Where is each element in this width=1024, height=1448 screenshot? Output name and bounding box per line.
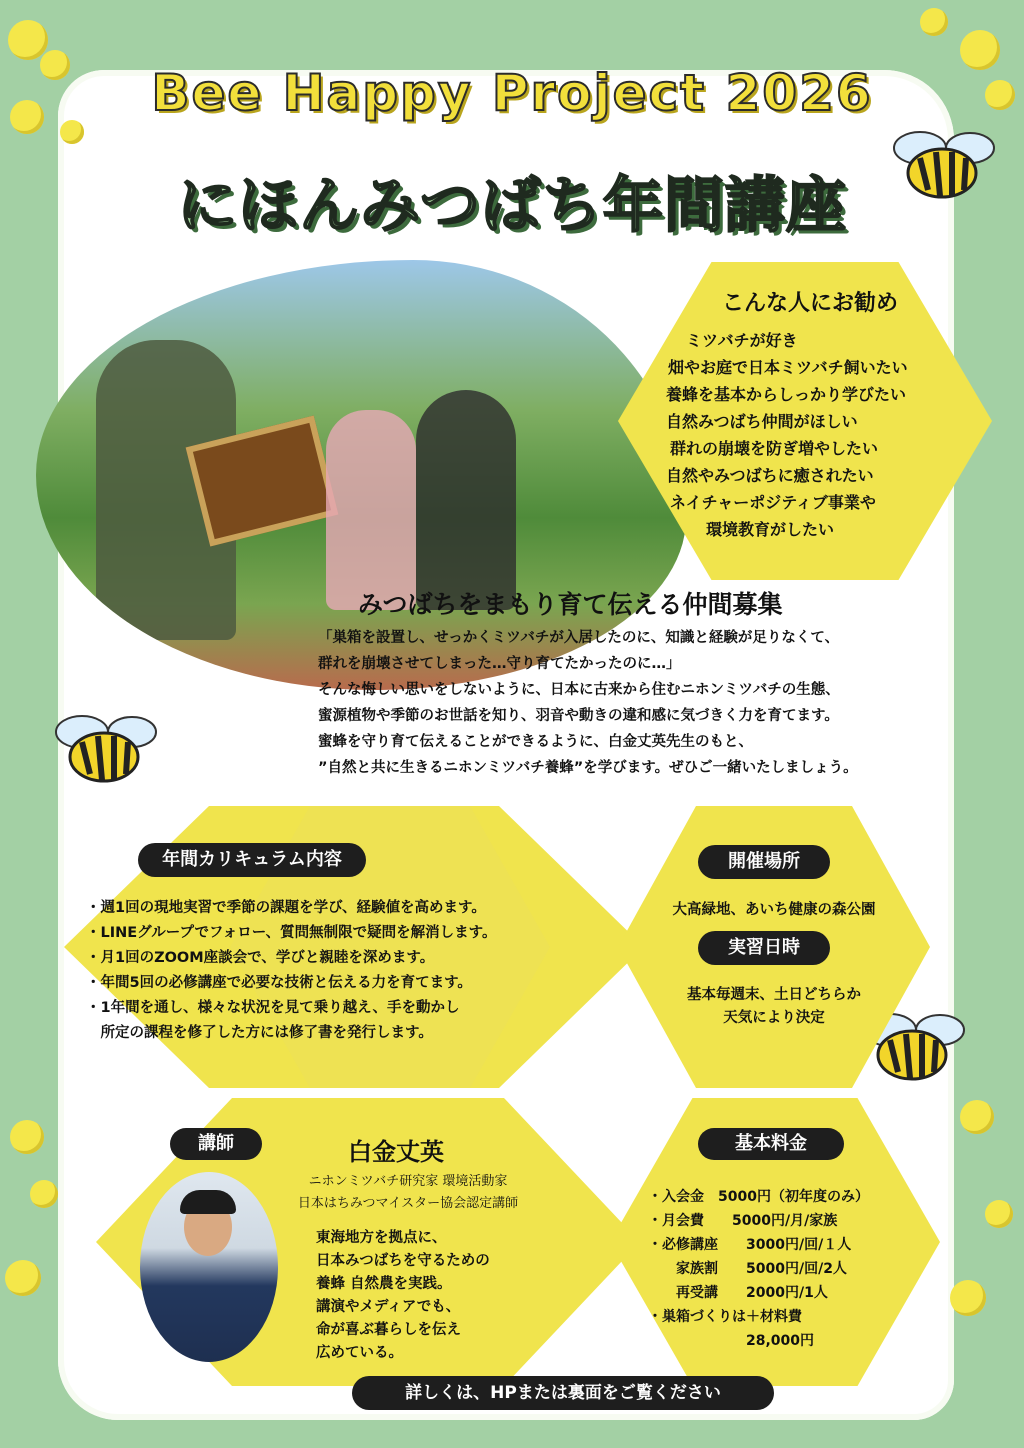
- fee-row: 28,000円: [648, 1333, 815, 1349]
- list-item: ネイチャーポジティブ事業や: [670, 493, 876, 512]
- bio-line: 広めている。: [316, 1345, 403, 1361]
- recommend-heading: こんな人にお勧め: [721, 291, 898, 316]
- footer-banner: 詳しくは、HPまたは裏面をご覧ください: [352, 1376, 774, 1410]
- list-item: ・年間5回の必修講座で必要な技術と伝える力を育てます。: [86, 975, 472, 991]
- title-line2: にほんみつばち年間講座: [177, 171, 847, 241]
- bio-line: 東海地方を拠点に、: [316, 1230, 447, 1246]
- bee-icon: [42, 702, 162, 792]
- list-item: ・1年間を通し、様々な状況を見て乗り越え、手を動かし: [86, 1000, 460, 1016]
- recruit-heading: みつばちをまもり育て伝える仲間募集: [358, 590, 783, 619]
- list-item: ・LINEグループでフォロー、質問無制限で疑問を解消します。: [86, 925, 497, 941]
- body-line: そんな悔しい思いをしないように、日本に古来から住むニホンミツバチの生態、: [318, 682, 840, 698]
- instructor-name: 白金丈英: [348, 1138, 444, 1166]
- bio-line: 講演やメディアでも、: [316, 1299, 461, 1315]
- list-item: 環境教育がしたい: [706, 520, 835, 539]
- list-item: 畑やお庭で日本ミツバチ飼いたい: [668, 358, 908, 377]
- list-item: 所定の課程を修了した方には修了書を発行します。: [86, 1025, 433, 1041]
- bio-line: 養蜂 自然農を実践。: [316, 1276, 452, 1292]
- fees-heading: 基本料金: [698, 1128, 844, 1160]
- body-line: ”自然と共に生きるニホンミツバチ養蜂”を学びます。ぜひご一緒いたしましょう。: [318, 760, 858, 776]
- bee-icon: [880, 118, 1000, 208]
- venue-heading: 開催場所: [698, 845, 830, 879]
- fee-row: ・巣箱づくりは＋材料費: [648, 1309, 802, 1325]
- fee-row: ・必修講座 3000円/回/１人: [648, 1237, 852, 1253]
- schedule-line: 基本毎週末、土日どちらか: [687, 987, 861, 1003]
- curriculum-heading: 年間カリキュラム内容: [138, 843, 366, 877]
- fee-row: ・入会金 5000円（初年度のみ）: [648, 1189, 869, 1205]
- venue-text: 大高緑地、あいち健康の森公園: [672, 902, 876, 918]
- list-item: ・月1回のZOOM座談会で、学びと親睦を深めます。: [86, 950, 435, 966]
- list-item: ・週1回の現地実習で季節の課題を学び、経験値を高めます。: [86, 900, 486, 916]
- body-line: 蜜源植物や季節のお世話を知り、羽音や動きの違和感に気づきく力を育てます。: [318, 708, 839, 724]
- list-item: 自然みつばち仲間がほしい: [666, 412, 858, 431]
- schedule-heading: 実習日時: [698, 931, 830, 965]
- instructor-title: ニホンミツバチ研究家 環境活動家: [308, 1174, 508, 1189]
- fee-row: ・月会費 5000円/月/家族: [648, 1213, 838, 1229]
- schedule-line: 天気により決定: [723, 1010, 825, 1026]
- title-line1: Bee Happy Project 2026: [151, 64, 873, 122]
- instructor-title: 日本はちみつマイスター協会認定講師: [297, 1196, 519, 1211]
- instructor-photo: [140, 1172, 278, 1362]
- bio-line: 命が喜ぶ暮らしを伝え: [316, 1322, 461, 1338]
- list-item: 自然やみつばちに癒されたい: [666, 466, 874, 485]
- fee-row: 再受講 2000円/1人: [648, 1285, 828, 1301]
- instructor-heading: 講師: [170, 1128, 262, 1160]
- list-item: ミツバチが好き: [686, 331, 798, 350]
- list-item: 群れの崩壊を防ぎ増やしたい: [670, 439, 879, 458]
- list-item: 養蜂を基本からしっかり学びたい: [666, 385, 907, 404]
- body-line: 群れを崩壊させてしまった…守り育てたかったのに…」: [318, 656, 681, 672]
- body-line: 「巣箱を設置し、せっかくミツバチが入居したのに、知識と経験が足りなくて、: [318, 630, 840, 646]
- body-line: 蜜蜂を守り育て伝えることができるように、白金丈英先生のもと、: [318, 734, 753, 750]
- bio-line: 日本みつばちを守るための: [316, 1253, 490, 1269]
- fee-row: 家族割 5000円/回/2人: [648, 1261, 847, 1277]
